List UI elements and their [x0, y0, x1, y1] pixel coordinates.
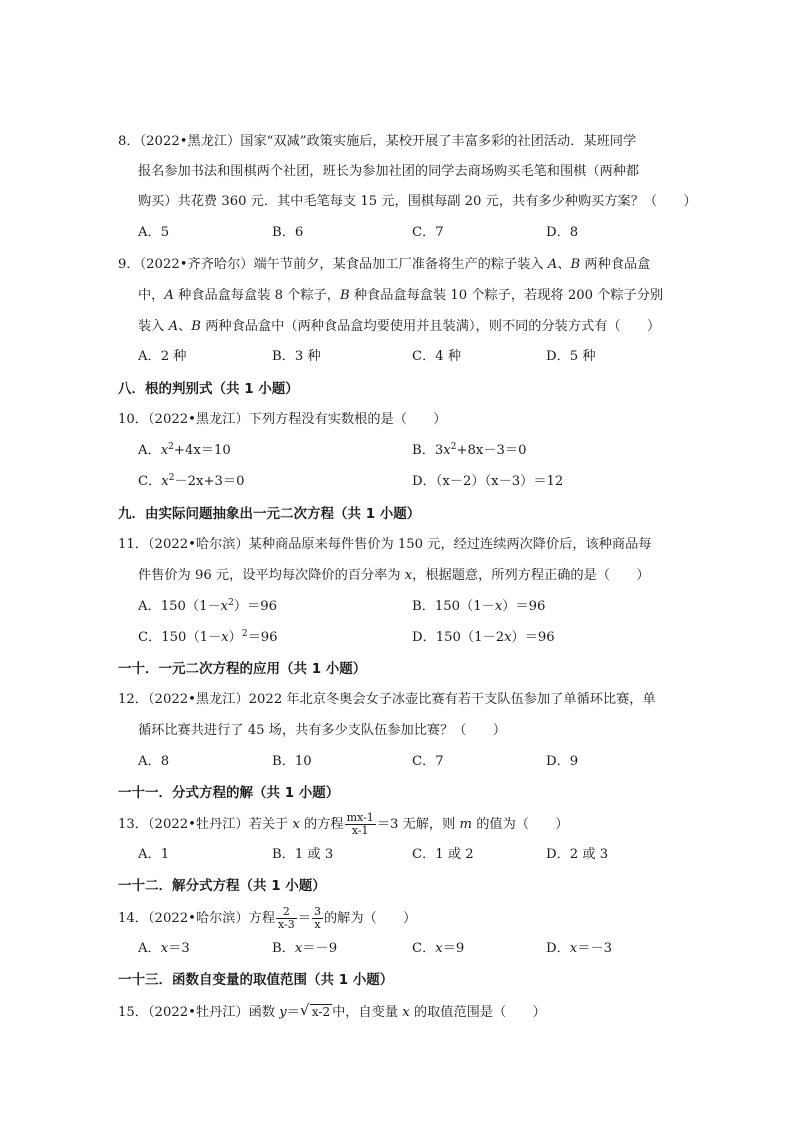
q8-option-d: D．8: [546, 225, 579, 240]
section-heading-13: 一十三．函数自变量的取值范围（共 1 小题）: [118, 972, 394, 988]
q8-line-2: 报名参加书法和围棋两个社团，班长为参加社团的同学去商场购买毛笔和围棋（两种都: [138, 164, 640, 179]
q14-option-d: D．x＝－3: [546, 941, 612, 956]
section-heading-11: 一十一．分式方程的解（共 1 小题）: [118, 785, 340, 801]
section-heading-10: 一十．一元二次方程的应用（共 1 小题）: [118, 661, 367, 677]
q14-option-a: A．x＝3: [138, 941, 190, 956]
q8-option-b: B．6: [272, 225, 304, 240]
q10-option-d: D．（x－2）（x－3）＝12: [412, 474, 564, 489]
q12-option-a: A．8: [138, 754, 170, 769]
q10-option-a: A．$x^2+4x=10$: [138, 442, 231, 458]
q13-option-d: D．2 或 3: [546, 847, 609, 862]
q9-line-3: 装入 A、B 两种食品盒中（两种食品盒均要使用并且装满），则不同的分装方式有（ ）: [138, 319, 661, 334]
q10-option-b: B．$3x^2+8x-3=0$: [412, 442, 527, 458]
q14-option-c: C．x＝9: [412, 941, 465, 956]
q8-option-c: C．7: [412, 225, 444, 240]
q10-option-c: C．$x^2-2x+3=0$: [138, 473, 245, 489]
q9-option-b: B．3 种: [272, 349, 321, 364]
q11-line-1: 11．（2022•哈尔滨）某种商品原来每件售价为 150 元，经过连续两次降价后，该种商品每: [118, 537, 652, 552]
q8-line-1: 8．（2022•黑龙江）国家“双减”政策实施后，某校开展了丰富多彩的社团活动．某班同学: [118, 134, 637, 149]
q13-option-c: C．1 或 2: [412, 847, 474, 862]
q11-option-c: C．$150(1-x)^2=96$: [138, 629, 278, 645]
q15-stem: 15．（2022•牡丹江）函数 y＝ √ x-2 中，自变量 x 的取值范围是（ ）: [118, 1001, 546, 1020]
q14-fraction-left: $\frac{2}{x-3}$: [278, 905, 295, 931]
q13-stem: 13．（2022•牡丹江）若关于 x 的方程 $\frac{mx-1}{x-1}$ ＝3 无解，则 m 的值为（ ）: [118, 811, 569, 837]
q9-option-a: A．2 种: [138, 349, 187, 364]
section-heading-8: 八．根的判别式（共 1 小题）: [118, 381, 299, 397]
q14-stem: 14．（2022•哈尔滨）方程 $\frac{2}{x-3}$ ＝ $\frac{3}{x}$ 的解为（ ）: [118, 905, 417, 931]
section-heading-12: 一十二．解分式方程（共 1 小题）: [118, 878, 326, 894]
q10-stem: 10．（2022•黑龙江）下列方程没有实数根的是（ ）: [118, 412, 447, 427]
q12-line-1: 12．（2022•黑龙江）2022 年北京冬奥会女子冰壶比赛有若干支队伍参加了单循环比赛，单: [118, 692, 656, 707]
q12-line-2: 循环比赛共进行了 45 场，共有多少支队伍参加比赛？（ ）: [138, 723, 507, 738]
q9-option-d: D．5 种: [546, 349, 596, 364]
q8-line-3: 购买）共花费 360 元．其中毛笔每支 15 元，围棋每副 20 元，共有多少种购买方案？（ ）: [138, 194, 697, 209]
q12-option-c: C．7: [412, 754, 444, 769]
q8-option-a: A．5: [138, 225, 170, 240]
q14-fraction-right: $\frac{3}{x}$: [313, 905, 321, 931]
q13-option-b: B．1 或 3: [272, 847, 334, 862]
q12-option-b: B．10: [272, 754, 312, 769]
q9-line-2: 中，A 种食品盒每盒装 8 个粽子，B 种食品盒每盒装 10 个粽子，若现将 200 个粽子分别: [138, 288, 664, 303]
q9-line-1: 9．（2022•齐齐哈尔）端午节前夕，某食品加工厂准备将生产的粽子装入 A、B 两种食品盒: [118, 257, 651, 272]
q13-fraction: $\frac{mx-1}{x-1}$: [346, 811, 374, 837]
q13-option-a: A．1: [138, 847, 170, 862]
q11-line-2: 件售价为 96 元，设平均每次降价的百分率为 x，根据题意，所列方程正确的是（ ）: [138, 568, 650, 583]
q9-option-c: C．4 种: [412, 349, 462, 364]
q11-option-b: B．150（1－x）＝96: [412, 599, 546, 614]
q15-square-root: √ x-2: [299, 1001, 331, 1019]
q11-option-d: D．150（1－2x）＝96: [412, 630, 555, 645]
q11-option-a: A．$150(1-x^2)=96$: [138, 598, 277, 614]
q12-option-d: D．9: [546, 754, 579, 769]
radical-sign-icon: √: [299, 1001, 310, 1019]
q14-option-b: B．x＝－9: [272, 941, 338, 956]
section-heading-9: 九．由实际问题抽象出一元二次方程（共 1 小题）: [118, 506, 421, 522]
